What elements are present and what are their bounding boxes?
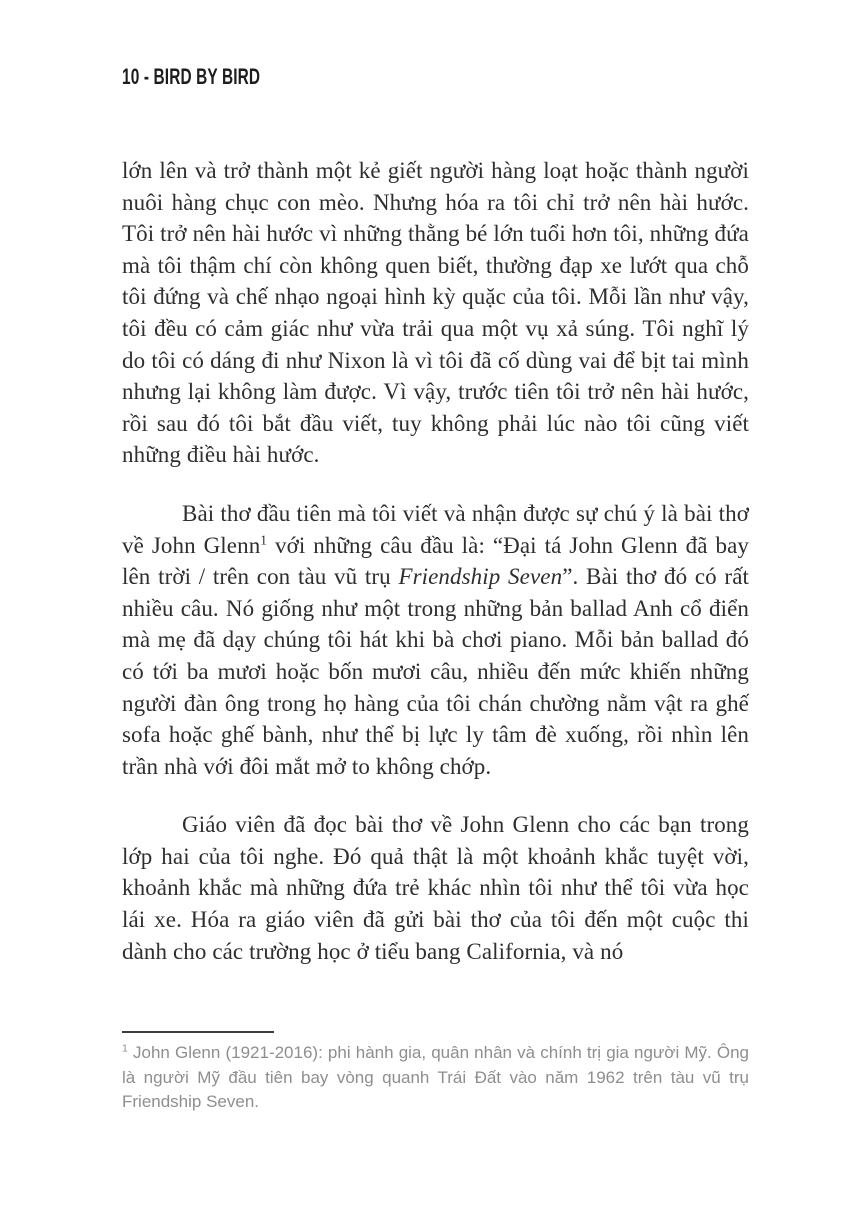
footnote-reference-mark: 1 xyxy=(260,531,268,547)
footnote-block xyxy=(122,1029,749,1228)
paragraph-2-segment-mid: với những câu đầu là: “Đại tá John Glenn đã bay lên trời / trên con tàu vũ trụ xyxy=(122,532,749,590)
paragraph-2-segment-after: ”. Bài thơ đó có rất nhiều câu. Nó giống như một trong những bản ballad Anh cổ điển mà mẹ đã dạy chúng tôi hát khi bà chơi piano. Mỗi bản ballad đó có tới ba mươi hoặc bốn mươi câu, nhiều đến mức khiến những người đàn ông trong họ hàng của tôi chán chường nằm vật ra ghế sofa hoặc ghế bành, như thể bị lực ly tâm đè xuống, rồi nhìn lên trần nhà với đôi mắt mở to không chớp. xyxy=(122,564,749,779)
footnote-number: 1 xyxy=(122,1042,128,1055)
paragraph-3: Giáo viên đã đọc bài thơ về John Glenn cho các bạn trong lớp hai của tôi nghe. Đó quả thật là một khoảnh khắc tuyệt vời, khoảnh khắc mà những đứa trẻ khác nhìn tôi như thể tôi vừa học lái xe. Hóa ra giáo viên đã gửi bài thơ của tôi đến một cuộc thi dành cho các trường học ở tiểu bang California, và nó xyxy=(122,812,749,964)
body-text-block xyxy=(122,155,749,994)
paragraph-2-segment-before-ref: Bài thơ đầu tiên mà tôi viết và nhận được sự chú ý là bài thơ về John Glenn xyxy=(122,500,749,558)
paragraph-2-italic-title: Friendship Seven xyxy=(398,564,563,590)
paragraph-1: lớn lên và trở thành một kẻ giết người hàng loạt hoặc thành người nuôi hàng chục con mèo. Nhưng hóa ra tôi chỉ trở nên hài hước. Tôi trở nên hài hước vì những thằng bé lớn tuổi hơn tôi, những đứa mà tôi thậm chí còn không quen biết, thường đạp xe lướt qua chỗ tôi đứng và chế nhạo ngoại hình kỳ quặc của tôi. Mỗi lần như vậy, tôi đều có cảm giác như vừa trải qua một vụ xả súng. Tôi nghĩ lý do tôi có dáng đi như Nixon là vì tôi đã cố dùng vai để bịt tai mình nhưng lại không làm được. Vì vậy, trước tiên tôi trở nên hài hước, rồi sau đó tôi bắt đầu viết, tuy không phải lúc nào tôi cũng viết những điều hài hước. xyxy=(122,158,749,468)
running-head-title: 10 - BIRD BY BIRD xyxy=(122,64,261,89)
paragraph-2 xyxy=(122,498,749,782)
footnote-separator-rule xyxy=(122,1031,274,1033)
page-header xyxy=(122,64,319,88)
footnote-text xyxy=(122,1041,749,1115)
footnote-body: John Glenn (1921-2016): phi hành gia, quân nhân và chính trị gia người Mỹ. Ông là người Mỹ đầu tiên bay vòng quanh Trái Đất vào năm 1962 trên tàu vũ trụ Friendship Seven. xyxy=(122,1043,749,1111)
